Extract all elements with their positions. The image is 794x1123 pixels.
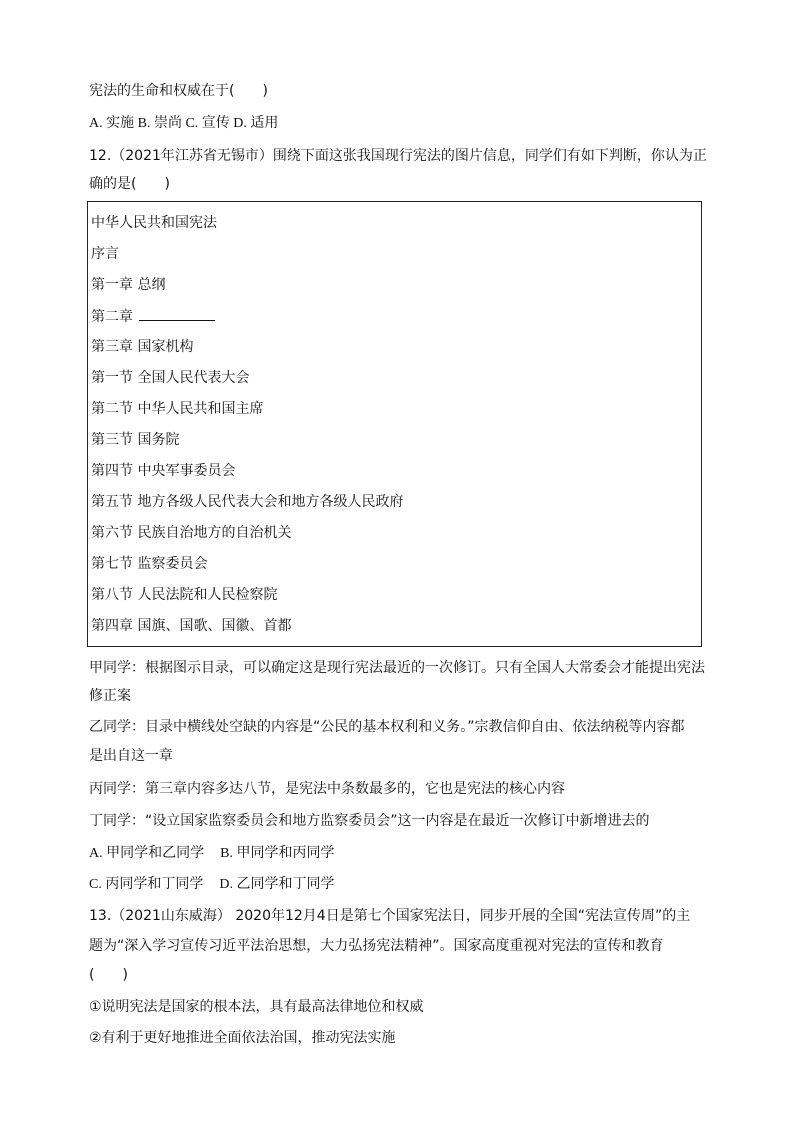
- q13-stem-line2: 题为“深入学习宣传习近平法治思想，大力弘扬宪法精神”。国家高度重视对宪法的宣传和教育: [89, 938, 664, 954]
- q12-options-row2: [89, 874, 334, 895]
- option-b: B. 甲同学和丙同学: [220, 846, 335, 861]
- toc-item: 第一章 总纲: [91, 277, 166, 293]
- toc-item: 第四节 中央军事委员会: [91, 463, 236, 479]
- toc-item: 序言: [91, 246, 119, 262]
- q13-stem-line1: 13.（2021山东威海） 2020年12月4日是第七个国家宪法日，同步开展的全国“宪法宣传周”的主: [89, 908, 691, 924]
- statement-ding: 丁同学：“设立国家监察委员会和地方监察委员会”这一内容是在最近一次修订中新增进去的: [89, 813, 650, 829]
- toc-item: 第四章 国旗、国歌、国徽、首都: [91, 618, 292, 634]
- q12-stem-line2: 确的是( ): [89, 176, 170, 192]
- toc-item: 第二节 中华人民共和国主席: [91, 401, 264, 417]
- statement-yi-line1: 乙同学：目录中横线处空缺的内容是“公民的基本权利和义务。”宗教信仰自由、依法纳税等内容都: [89, 719, 685, 735]
- toc-item-label: 第二章: [91, 309, 133, 325]
- statement-jia-line2: 修正案: [89, 688, 131, 704]
- option-a: A. 甲同学和乙同学: [89, 846, 205, 861]
- toc-item: 第三节 国务院: [91, 432, 180, 448]
- option-d: D. 乙同学和丁同学: [219, 877, 335, 892]
- toc-item: 第六节 民族自治地方的自治机关: [91, 525, 292, 541]
- statement-jia-line1: 甲同学：根据图示目录，可以确定这是现行宪法最近的一次修订。只有全国人大常委会才能提出宪法: [89, 660, 705, 676]
- q13-stem-line3: ( ): [89, 967, 128, 983]
- q11-options: A. 实施 B. 崇尚 C. 宣传 D. 适用: [89, 116, 279, 131]
- constitution-toc-box: [87, 201, 702, 647]
- statement-yi-line2: 是出自这一章: [89, 748, 173, 764]
- toc-item: 第七节 监察委员会: [91, 556, 208, 572]
- q11-stem: 宪法的生命和权威在于( ): [89, 83, 268, 99]
- q12-stem-line1: 12.（2021年江苏省无锡市）围绕下面这张我国现行宪法的图片信息，同学们有如下判断，你认为正: [89, 148, 707, 164]
- blank-underline: [139, 306, 215, 321]
- statement-bing: 丙同学：第三章内容多达八节，是宪法中条数最多的，它也是宪法的核心内容: [89, 781, 565, 797]
- toc-item: 中华人民共和国宪法: [91, 215, 217, 231]
- toc-item: 第八节 人民法院和人民检察院: [91, 587, 278, 603]
- q13-item1: ①说明宪法是国家的根本法，具有最高法律地位和权威: [89, 999, 424, 1015]
- option-c: C. 丙同学和丁同学: [89, 877, 204, 892]
- q13-item2: ②有利于更好地推进全面依法治国，推动宪法实施: [89, 1030, 396, 1046]
- toc-item: 第五节 地方各级人民代表大会和地方各级人民政府: [91, 494, 404, 510]
- q12-options-row1: [89, 843, 334, 864]
- toc-item: 第一节 全国人民代表大会: [91, 370, 250, 386]
- toc-item: 第三章 国家机构: [91, 339, 194, 355]
- toc-item-blank-chapter: [91, 306, 215, 327]
